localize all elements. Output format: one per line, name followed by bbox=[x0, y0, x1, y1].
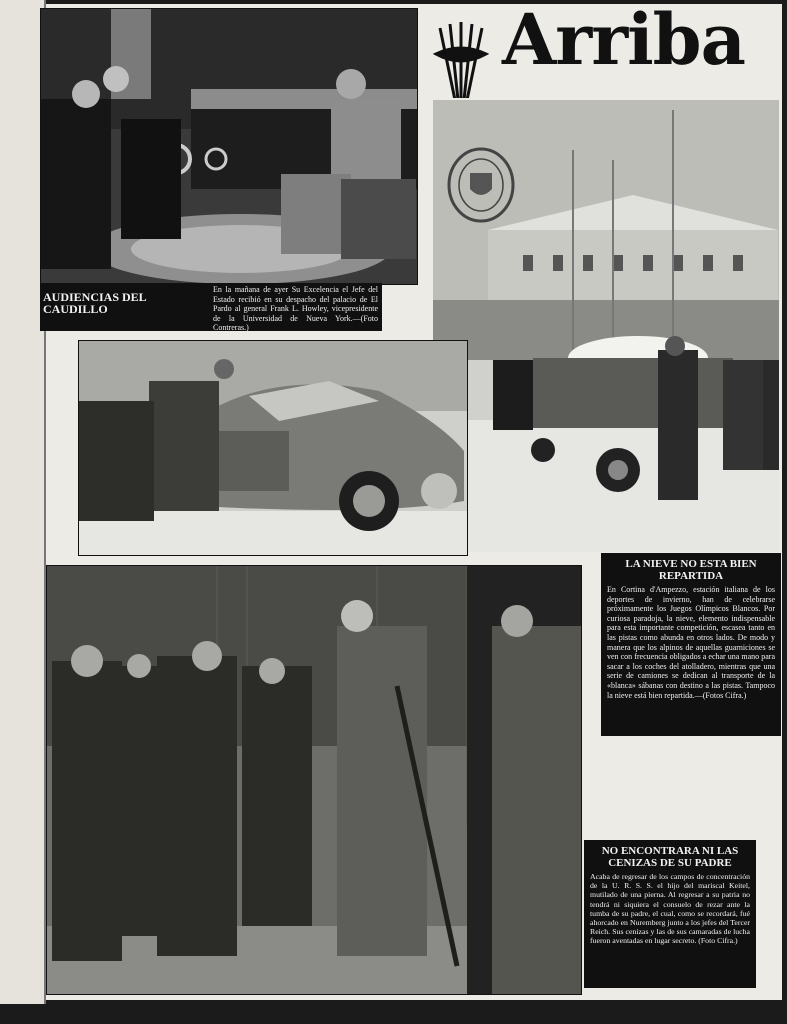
caption-nieve bbox=[601, 553, 781, 736]
caption-cenizas bbox=[584, 840, 756, 988]
caption-nieve-headline: LA NIEVE NO ESTA BIEN REPARTIDA bbox=[625, 558, 757, 582]
library-stamp-icon bbox=[446, 145, 516, 225]
photo-car-push bbox=[78, 340, 468, 556]
photo-returned-soldiers bbox=[46, 565, 582, 995]
gutter-blur bbox=[2, 60, 12, 960]
caption-cenizas-headline: NO ENCONTRARA NI LAS CENIZAS DE SU PADRE bbox=[601, 845, 739, 869]
caption-cenizas-body: Acaba de regresar de los campos de concentración de la U. R. S. S. el hijo del mariscal Keitel, mutilado de una pierna. Al regresar a su patria no tendrá ni siquiera el consuelo de rezar ante la tumba de su padre, el cual, como se recordará, fué ahorcado en Nuremberg junto a los jefes del Tercer Reich. Sus cenizas y las de sus camaradas de lucha fueron aventadas en lugar secreto. (Foto Cifra.) bbox=[590, 872, 750, 946]
caption-audiencias bbox=[40, 283, 382, 331]
caption-nieve-body: En Cortina d'Ampezzo, estación italiana de los deportes de invierno, han de celebrarse próximamente los Juegos Olímpicos Blancos. Por curiosa paradoja, la nieve, elemento indispensable para esta importante competición, escasea tanto en las pistas como abunda en otros lados. De modo y manera que los alpinos de aquellas guarniciones se ven con frecuencia obligados a echar una mano para sacar a los coches del atolladero, mientras que una serie de camiones se dedican al transporte de la «blanca» sábanas con destino a las pistas. Tampoco la nieve está bien repartida.—(Fotos Cifra.) bbox=[607, 585, 775, 700]
caption-audiencias-body: En la mañana de ayer Su Excelencia el Jefe del Estado recibió en su despacho del palacio de El Pardo al general Frank L. Howley, vicepresidente de la Universidad de Nueva York.—(Foto Contreras.) bbox=[213, 285, 378, 332]
caption-audiencias-headline: AUDIENCIAS DEL CAUDILLO bbox=[43, 290, 147, 316]
photo-audience bbox=[40, 8, 418, 285]
masthead bbox=[430, 0, 780, 98]
masthead-title: Arriba bbox=[502, 0, 745, 81]
yoke-arrows-logo-icon bbox=[430, 12, 492, 98]
